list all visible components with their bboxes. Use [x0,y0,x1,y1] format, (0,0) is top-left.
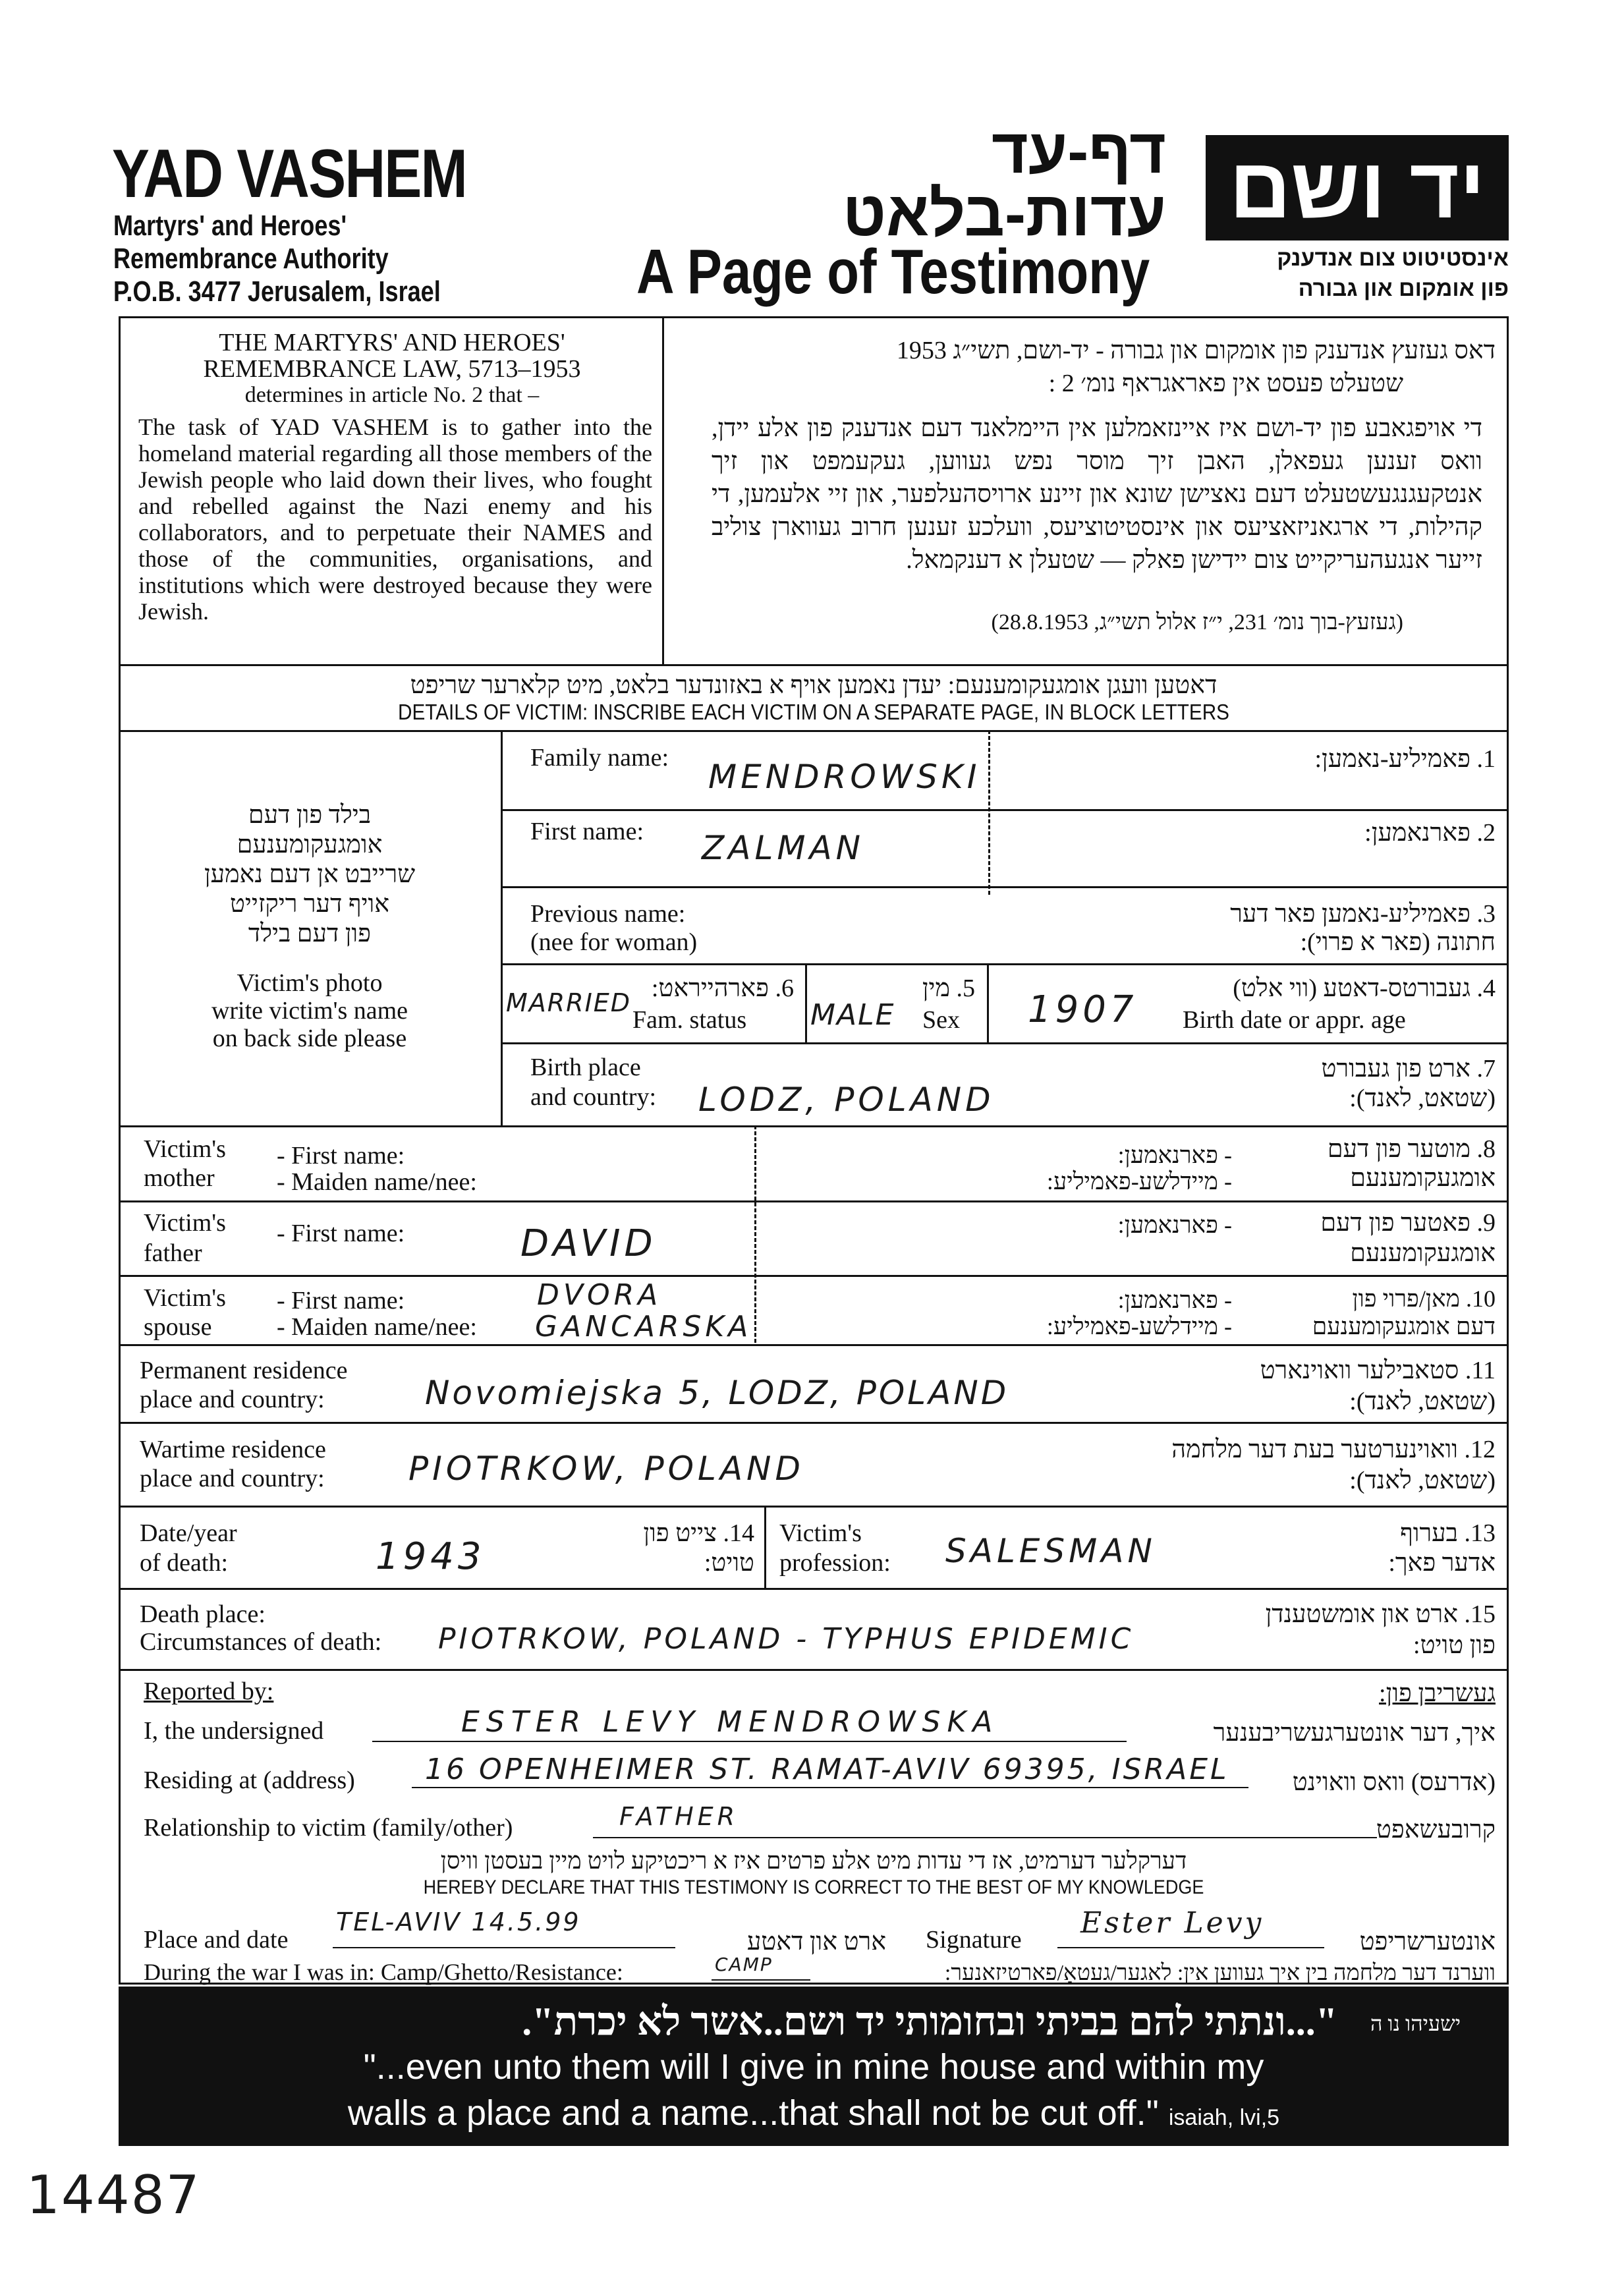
first-name-value[interactable]: ZALMAN [702,829,865,867]
details-heading-english: DETAILS OF VICTIM: INSCRIBE EACH VICTIM ON A SEPARATE PAGE, IN BLOCK LETTERS [398,700,1229,724]
row-line-2 [501,886,1509,888]
first-name-label: First name: [530,818,644,845]
details-heading-yiddish: דאטען וועגן אומגעקומענעם: יעדן נאמען אויף א באזונדער בלאט, מיט קלארער שריפט [410,671,1218,699]
footer-english-ref: isaiah, lvi,5 [1168,2105,1280,2130]
signature-line [1057,1947,1324,1948]
law-yiddish-2: שטעלט פעסט אין פאראגראף נומ׳ 2 : [1048,370,1403,397]
mother-maiden-label: - Maiden name/nee: [277,1168,477,1196]
row-line-4 [501,1042,1509,1044]
death-place-value[interactable]: PIOTRKOW, POLAND - TYPHUS EPIDEMIC [438,1622,1134,1656]
undersigned-label: I, the undersigned [144,1717,324,1745]
row-line-9 [119,1422,1509,1424]
profession-label-1: Victim's [779,1519,862,1547]
org-name: YAD VASHEM [112,136,467,212]
war-label: During the war I was in: Camp/Ghetto/Resistance: [144,1959,623,1985]
photo-divider [501,730,503,1125]
footer-hebrew-ref: ישעיהו נו ה [1370,2012,1461,2035]
sex-divider [987,963,989,1042]
mother-maiden-label-yi: - מיידלשע-פאמיליע: [1046,1168,1232,1195]
relationship-line [593,1837,1377,1838]
photo-yiddish-4: אויף דער ריקזייט [229,890,390,918]
mother-who-1: Victim's [144,1135,226,1163]
profession-value[interactable]: SALESMAN [945,1532,1156,1570]
title-yiddish-1: דף-עד [992,116,1166,186]
birth-place-label-1: Birth place [530,1054,641,1081]
spouse-who-yi-1: 10. מאן/פרוי פון [1352,1285,1496,1312]
birth-place-label-2: and country: [530,1083,657,1111]
fam-status-label-yi: 6. פארהייראט: [651,974,794,1002]
undersigned-label-yi: איך, דער אונטערגעשריבענער [1213,1719,1496,1747]
father-first-label: - First name: [277,1220,405,1247]
first-name-label-yi: 2. פארנאמען: [1364,819,1496,847]
previous-name-label-yi-1: 3. פאמיליע-נאמען פאר דער [1230,900,1496,928]
law-divider [662,316,664,665]
dashed-divider-top [988,730,990,895]
photo-yiddish-3: שרייבט אן דעם נאמען [204,860,416,888]
row-line-11 [119,1588,1509,1590]
family-name-value[interactable]: MENDROWSKI [708,758,981,796]
law-yiddish-body: די אויפגאבע פון יד-ושם איז איינזאמלען אין היימלאנד דעם אנדענק פון אלע יידן, וואס זענען געפאלן, האבן זיך מוסר נפש געווען, געקעמפט און זיך אנטקעגנגעשטעלט דעם נאצישן שונא און זיינע ארויסהעלפער, און זיי אלעמען, די קהילות, די ארגאניזאציעס און אינסטיטוציעס, וועלכע זענען חרוב געווארן צוליב זייער אנגעהעריקייט צום יידישן פאלק — שטעלן א דענקמאל. [712,414,1482,574]
wartime-label-2: place and country: [140,1465,325,1492]
family-name-label: Family name: [530,744,669,772]
declare-english: HEREBY DECLARE THAT THIS TESTIMONY IS CORRECT TO THE BEST OF MY KNOWLEDGE [423,1876,1204,1898]
row-line-6 [119,1200,1509,1202]
photo-english-3: on back side please [212,1025,407,1052]
logo-sub-2: פון אומקום און גבורה [1298,276,1509,301]
residing-line [412,1787,1248,1788]
family-name-label-yi: 1. פאמיליע-נאמען: [1314,745,1496,773]
residing-label-yi: (אדרעס) וואס וואוינט [1292,1768,1496,1796]
birth-label-yi: 4. געבורטס-דאטע (ווי אלט) [1233,974,1496,1002]
mother-who-yi-1: 8. מוטער פון דעם [1327,1135,1496,1163]
spouse-maiden-label-yi: - מיידלשע-פאמיליע: [1046,1313,1232,1340]
undersigned-line [372,1741,1127,1742]
mother-first-label-yi: - פארנאמען: [1117,1142,1232,1168]
spouse-maiden-label: - Maiden name/nee: [277,1313,477,1341]
permanent-label-1: Permanent residence [140,1357,348,1384]
signature-label-yi: אונטערשריפט [1359,1928,1496,1956]
spouse-first-label: - First name: [277,1287,405,1314]
photo-yiddish-2: אומגעקומענעם [237,831,383,859]
spouse-who-2: spouse [144,1313,212,1341]
archive-number: 14487 [26,2164,201,2226]
place-date-line [333,1947,675,1948]
mother-who-yi-2: אומגעקומענעם [1350,1164,1496,1192]
profession-label-2: profession: [779,1549,891,1577]
sex-value[interactable]: MALE [810,998,895,1032]
row-line-12 [119,1669,1509,1671]
undersigned-value[interactable]: ESTER LEVY MENDROWSKA [461,1705,999,1739]
signature-label: Signature [926,1926,1022,1954]
father-who-yi-1: 9. פאטער פון דעם [1320,1209,1496,1237]
org-line-2: Remembrance Authority [113,242,389,275]
org-address: P.O.B. 3477 Jerusalem, Israel [113,275,441,308]
row-line-5 [119,1125,1509,1127]
death-date-divider [764,1506,766,1588]
footer-english-1: "...even unto them will I give in mine house and within my [363,2047,1264,2087]
residing-value[interactable]: 16 OPENHEIMER ST. RAMAT-AVIV 69395, ISRAEL [425,1753,1229,1786]
war-line [712,1979,810,1981]
footer-english-2-text: walls a place and a name...that shall not be cut off." [347,2093,1159,2133]
reported-by-label: Reported by: [144,1678,274,1705]
death-date-label-2: of death: [140,1549,229,1577]
title-yiddish-2: עדות-בלאט [842,179,1166,249]
sex-label-yi: 5. מין [922,974,975,1002]
profession-label-yi-1: 13. בערוף [1400,1519,1496,1547]
row-line-3 [501,963,1509,965]
death-date-label-yi-2: טויט: [704,1549,754,1577]
footer-hebrew-quote: "...ונתתי להם בביתי ובחומותי יד ושם..אשר לא יכרת". [522,2000,1337,2043]
permanent-label-2: place and country: [140,1386,325,1413]
father-first-label-yi: - פארנאמען: [1117,1212,1232,1238]
law-yiddish-ref: (געזעץ-בוך נומ׳ 231, י״ז אלול תשי״ג, 28.8.1953) [991,610,1403,635]
spouse-first-value[interactable]: DVORA [537,1278,662,1312]
death-place-label-2: Circumstances of death: [140,1628,382,1656]
wartime-label-yi-1: 12. וואוינערטער בעת דער מלחמה [1171,1436,1496,1463]
spouse-first-label-yi: - פארנאמען: [1117,1287,1232,1313]
logo-sub-1: אינסטיטוט צום אנדענק [1277,246,1509,271]
death-place-label-1: Death place: [140,1600,266,1628]
law-body: The task of YAD VASHEM is to gather into the homeland material regarding all those members of the Jewish people who laid down their lives, who fought and rebelled against the Nazi enemy and his collaborators, and to perpetuate their NAMES and those of the communities, organisations, and institutions which were destroyed because they were Jewish. [138,414,652,625]
spouse-maiden-value[interactable]: GANCARSKA [535,1310,752,1343]
birth-place-value[interactable]: LODZ, POLAND [698,1081,995,1119]
place-date-label: Place and date [144,1926,289,1954]
photo-yiddish-1: בילד פון דעם [248,801,372,829]
law-title-2: REMEMBRANCE LAW, 5713–1953 [203,355,581,383]
previous-name-label-2: (nee for woman) [530,928,698,956]
title-english: A Page of Testimony [636,237,1150,307]
law-title-1: THE MARTYRS' AND HEROES' [219,329,565,356]
footer-banner [119,1987,1509,2146]
sex-label: Sex [922,1006,960,1034]
wartime-label-1: Wartime residence [140,1436,326,1463]
mother-who-2: mother [144,1164,215,1192]
place-date-label-yi: ארט און דאטע [746,1928,886,1956]
father-who-2: father [144,1239,202,1267]
declare-yiddish: דערקלער דערמיט, אז די עדות מיט אלע פרטים איז א ריכטיקע לויט מיין בעסטן וויסן [440,1848,1187,1874]
permanent-label-yi-1: 11. סטאבילער וואוינארט [1260,1357,1496,1384]
father-first-value[interactable]: DAVID [520,1222,657,1265]
fam-status-label: Fam. status [632,1006,747,1034]
death-date-label-yi-1: 14. צייט פון [643,1519,754,1547]
residing-label: Residing at (address) [144,1766,355,1794]
dashed-divider-family [754,1125,756,1343]
relationship-value[interactable]: FATHER [619,1802,739,1831]
photo-yiddish-5: פון דעם בילד [248,920,372,947]
fam-status-divider [805,963,807,1042]
spouse-who-yi-2: דעם אומגעקומענעם [1312,1313,1496,1340]
row-line-1 [501,809,1509,811]
mother-first-label: - First name: [277,1142,405,1170]
footer-english-2 [119,2092,1509,2139]
law-yiddish-1: דאס געזעץ אנדענק פון אומקום און גבורה - יד-ושם, תשי״ג 1953 [896,337,1496,364]
war-label-yi: ווערנד דער מלחמה בין איך געווען אין: לאגער/געטאָ/פארטיזאנער: [944,1961,1496,1985]
law-title-3: determines in article No. 2 that – [244,383,540,407]
org-line-1: Martyrs' and Heroes' [113,210,347,242]
death-date-value[interactable]: 1943 [376,1535,486,1578]
fam-status-value[interactable]: MARRIED [506,988,632,1017]
yad-vashem-logo [1206,135,1509,240]
death-place-label-yi-1: 15. ארט און אומשטענדן [1265,1600,1496,1628]
birth-place-label-yi-1: 7. ארט פון געבורט [1321,1055,1496,1083]
birth-label: Birth date or appr. age [1183,1006,1406,1034]
father-who-yi-2: אומגעקומענעם [1350,1239,1496,1267]
divider-heading [119,730,1509,732]
profession-label-yi-2: אדער פאך: [1388,1549,1496,1577]
relationship-label-yi: קרובעשאפט [1376,1816,1496,1844]
permanent-value[interactable]: Novomiejska 5, LODZ, POLAND [425,1374,1009,1412]
row-line-8 [119,1344,1509,1346]
death-date-label-1: Date/year [140,1519,237,1547]
wartime-label-yi-2: (שטאט, לאנד): [1349,1467,1496,1494]
permanent-label-yi-2: (שטאט, לאנד): [1349,1388,1496,1415]
photo-english-1: Victim's photo [237,969,383,997]
previous-name-label-1: Previous name: [530,900,686,928]
reported-by-label-yi: געשריבן פון: [1379,1679,1496,1707]
birth-value[interactable]: 1907 [1028,988,1138,1031]
logo-hebrew: יד ושם [1229,140,1486,236]
wartime-value[interactable]: PIOTRKOW, POLAND [408,1450,804,1488]
place-date-value[interactable]: TEL-AVIV 14.5.99 [336,1907,581,1936]
birth-place-label-yi-2: (שטאט, לאנד): [1349,1085,1496,1112]
war-value[interactable]: CAMP [715,1954,773,1975]
signature-value[interactable]: Ester Levy [1080,1906,1264,1940]
relationship-label: Relationship to victim (family/other) [144,1814,513,1842]
spouse-who-1: Victim's [144,1284,226,1312]
photo-english-2: write victim's name [211,997,408,1025]
father-who-1: Victim's [144,1209,226,1237]
row-line-10 [119,1506,1509,1508]
divider-law [119,664,1509,666]
row-line-7 [119,1275,1509,1277]
death-place-label-yi-2: פון טויט: [1413,1631,1496,1659]
previous-name-label-yi-2: חתונה (פאר א פרוי): [1300,928,1496,956]
